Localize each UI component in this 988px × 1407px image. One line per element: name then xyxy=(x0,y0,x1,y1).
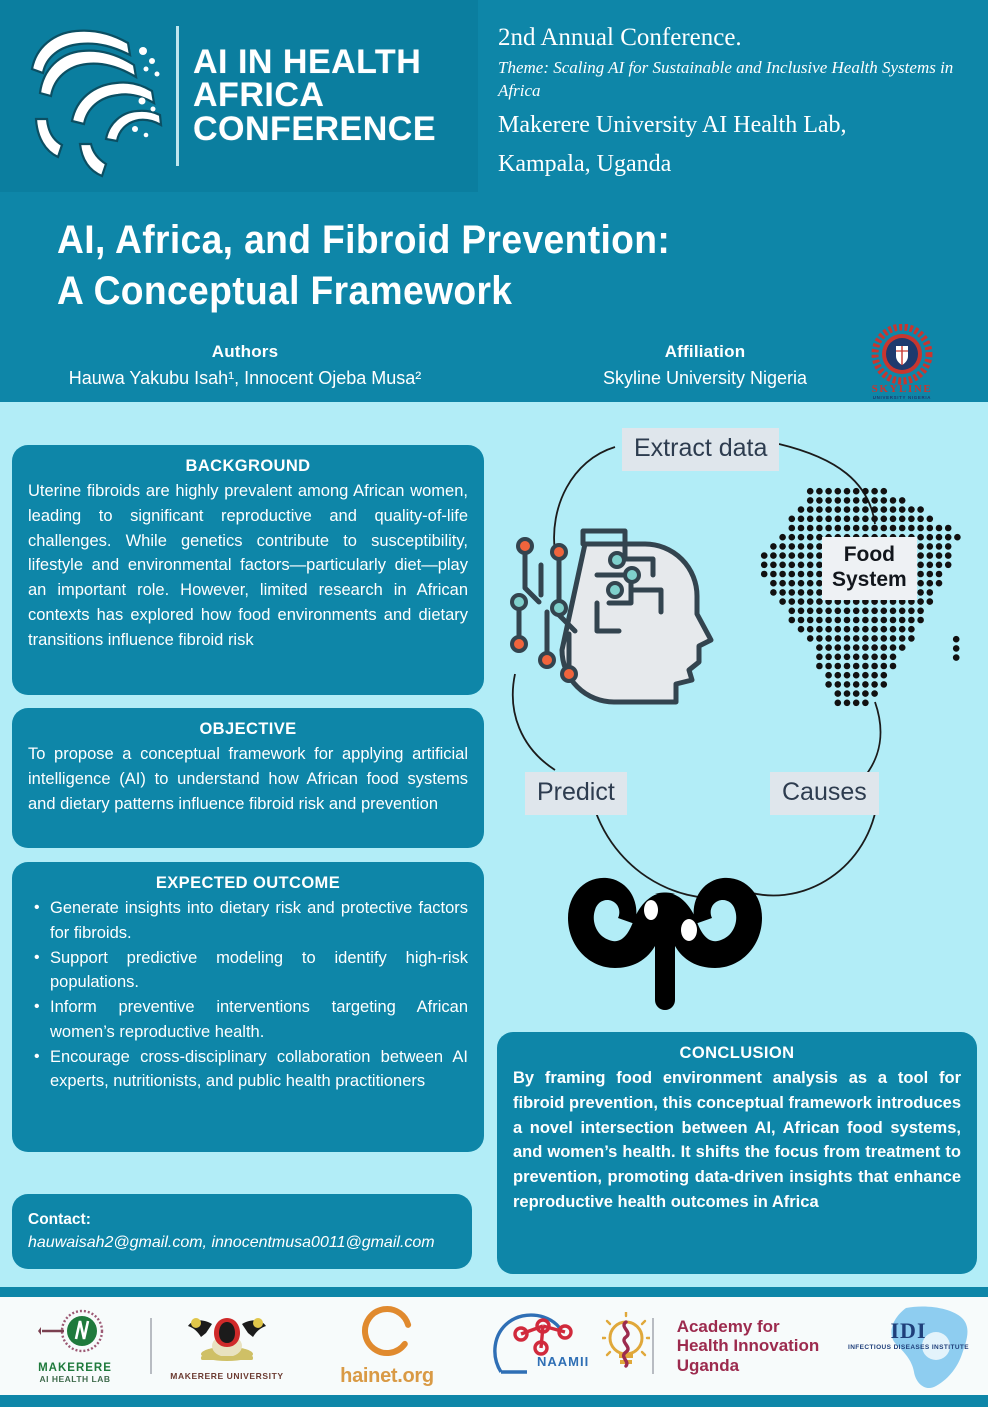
diagram-label-food-system xyxy=(822,537,917,600)
makerere-lab-title: MAKERERE xyxy=(38,1361,112,1374)
section-background xyxy=(12,445,484,695)
conference-venue-line-2: Kampala, Uganda xyxy=(498,150,672,177)
conference-venue-line-1: Makerere University AI Health Lab, xyxy=(498,112,847,139)
arc-brain-to-predict xyxy=(513,674,555,770)
logo-divider xyxy=(176,26,179,166)
section-objective xyxy=(12,708,484,848)
list-item: • Generate insights into dietary risk and protective factors for fibroids. xyxy=(28,896,468,946)
conference-info xyxy=(498,22,976,180)
academy-line-3: Uganda xyxy=(676,1355,740,1375)
arc-causes-to-uterus xyxy=(742,804,877,895)
authors-heading: Authors xyxy=(211,342,279,361)
section-conclusion xyxy=(497,1032,977,1274)
caduceus-lightbulb-icon xyxy=(602,1312,650,1380)
contact-label: Contact: xyxy=(28,1211,91,1228)
conference-theme: Theme: Scaling AI for Sustainable and Inclusive Health Systems in Africa xyxy=(498,58,954,101)
poster-body xyxy=(0,402,988,1287)
title-band xyxy=(0,195,988,402)
diagram-label-predict: Predict xyxy=(525,772,627,815)
affiliation-block xyxy=(490,339,920,392)
list-item: • Encourage cross-disciplinary collaboration between AI experts, nutritionists, and public health practitioners xyxy=(28,1045,468,1095)
skyline-subtitle: UNIVERSITY NIGERIA xyxy=(872,395,932,400)
section-conclusion-text: By framing food environment analysis as a tool for fibroid prevention, this conceptual framework introduces a novel intersection between AI, African food systems, and women’s health. It shifts the focus from treatment to prevention, promoting data-driven insights that enhance reproductive health outcomes in Africa xyxy=(513,1069,961,1211)
diagram-label-causes: Causes xyxy=(770,772,879,815)
conference-edition: 2nd Annual Conference. xyxy=(498,24,742,51)
hainet-logo xyxy=(302,1300,472,1392)
sponsor-footer xyxy=(0,1287,988,1407)
contact-box xyxy=(12,1194,472,1269)
ai-brain-head-icon xyxy=(512,531,711,702)
authors-block xyxy=(0,339,490,392)
contact-emails[interactable]: hauwaisah2@gmail.com, innocentmusa0011@gmail.com xyxy=(28,1233,435,1251)
hainet-wordmark: hainet.org xyxy=(340,1365,434,1387)
section-background-title: BACKGROUND xyxy=(185,457,311,475)
makerere-lab-mark-icon xyxy=(36,1309,114,1357)
section-expected-outcome-title: EXPECTED OUTCOME xyxy=(155,874,341,892)
africa-wifi-logo-icon xyxy=(10,11,170,181)
section-background-text: Uterine fibroids are highly prevalent among African women, leading to significant reproductive and quality-of-life challenges. While genetics contribute to susceptibility, lifestyle and environmental factors—particularly diet—play an important role. However, limited research in African contexts has explored how food environments and dietary transitions influence fibroid risk xyxy=(28,482,468,649)
skyline-university-logo-icon xyxy=(862,324,942,402)
list-item: • Support predictive modeling to identify high-risk populations. xyxy=(28,946,468,996)
uterus-icon xyxy=(568,878,762,1010)
page-title-line-1: AI, Africa, and Fibroid Prevention: xyxy=(57,218,671,262)
idi-logo xyxy=(842,1300,988,1392)
naamii-head-network-icon xyxy=(481,1308,591,1380)
makerere-lab-subtitle: AI HEALTH LAB xyxy=(39,1373,111,1384)
authors-list: Hauwa Yakubu Isah¹, Innocent Ojeba Musa² xyxy=(68,367,422,388)
naamii-wordmark: NAAMII xyxy=(537,1353,590,1369)
naamii-logo xyxy=(472,1300,600,1392)
academy-line-1: Academy for xyxy=(676,1316,780,1336)
section-expected-outcome xyxy=(12,862,484,1152)
makerere-ai-health-lab-logo xyxy=(0,1300,150,1392)
academy-health-innovation-uganda-logo xyxy=(654,1300,842,1392)
sponsor-logo-strip xyxy=(0,1297,988,1395)
makerere-university-logo xyxy=(152,1300,302,1392)
list-item: • Inform preventive interventions targeting African women’s reproductive health. xyxy=(28,995,468,1045)
section-conclusion-title: CONCLUSION xyxy=(679,1044,795,1062)
idi-wordmark: IDI xyxy=(890,1318,927,1343)
header-banner xyxy=(0,0,988,195)
conceptual-framework-diagram xyxy=(497,412,982,1027)
logo-word-line-1: AI IN HEALTH xyxy=(193,42,422,81)
food-system-line-2: System xyxy=(832,567,907,591)
page-title xyxy=(57,215,801,317)
logo-wordmark xyxy=(193,42,437,148)
makerere-crest-icon xyxy=(182,1312,272,1366)
hainet-ring-icon xyxy=(356,1304,418,1360)
food-system-line-1: Food xyxy=(843,543,896,566)
makerere-university-subtitle: MAKERERE UNIVERSITY xyxy=(170,1370,284,1381)
conference-logo-block xyxy=(0,0,478,192)
diagram-label-extract-data: Extract data xyxy=(622,428,779,471)
logo-word-line-3: CONFERENCE xyxy=(193,109,437,148)
section-objective-text: To propose a conceptual framework for applying artificial intelligence (AI) to understand how African food systems and dietary patterns influence fibroid risk and prevention xyxy=(28,745,468,813)
affiliation-value: Skyline University Nigeria xyxy=(602,367,808,388)
academy-line-2: Health Innovation xyxy=(676,1336,820,1356)
authors-affiliation-row xyxy=(0,339,988,392)
diagram-arrows-and-icons xyxy=(497,412,982,1027)
logo-word-line-2: AFRICA xyxy=(193,76,325,115)
idi-subtitle: INFECTIOUS DISEASES INSTITUTE xyxy=(848,1344,970,1351)
affiliation-heading: Affiliation xyxy=(664,342,746,361)
skyline-wordmark: SKYLINE xyxy=(871,383,933,395)
section-objective-title: OBJECTIVE xyxy=(199,720,297,738)
expected-outcome-list xyxy=(28,896,468,1094)
academy-health-innovation-mark xyxy=(600,1300,652,1392)
page-title-line-2: A Conceptual Framework xyxy=(57,269,513,314)
